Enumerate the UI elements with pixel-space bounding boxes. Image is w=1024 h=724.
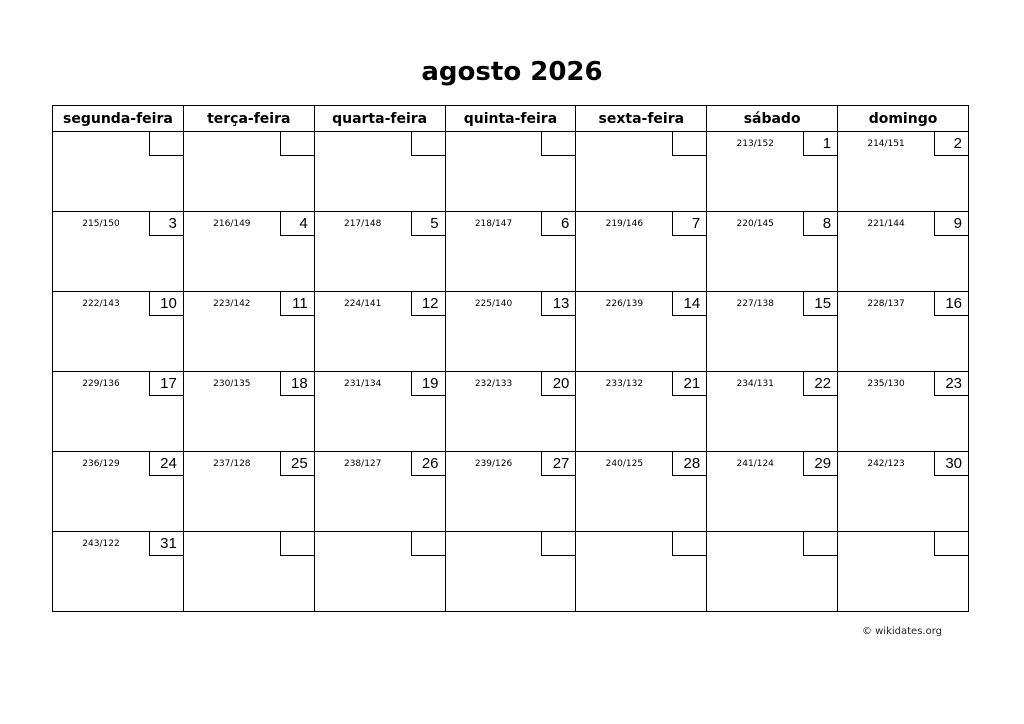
day-of-year-label: 235/130 bbox=[867, 379, 905, 389]
day-number bbox=[934, 532, 968, 556]
day-number: 8 bbox=[803, 212, 837, 236]
day-cell-content bbox=[184, 452, 314, 531]
day-number bbox=[541, 132, 575, 156]
day-cell bbox=[314, 132, 445, 212]
day-cell bbox=[183, 372, 314, 452]
day-of-year-label: 215/150 bbox=[82, 219, 120, 229]
day-cell-content bbox=[576, 132, 706, 211]
day-number: 4 bbox=[280, 212, 314, 236]
day-cell bbox=[838, 452, 969, 532]
day-cell-content bbox=[315, 372, 445, 451]
day-number: 30 bbox=[934, 452, 968, 476]
day-cell bbox=[576, 372, 707, 452]
day-cell-content bbox=[53, 452, 183, 531]
day-of-year-label: 231/134 bbox=[343, 379, 382, 389]
day-cell-content bbox=[53, 212, 183, 291]
day-number: 1 bbox=[803, 132, 837, 156]
week-row bbox=[53, 132, 969, 212]
day-cell bbox=[53, 532, 184, 612]
day-of-year-label: 222/143 bbox=[82, 299, 120, 309]
day-number: 29 bbox=[803, 452, 837, 476]
day-cell bbox=[707, 132, 838, 212]
day-cell-content bbox=[184, 292, 314, 371]
day-cell bbox=[445, 212, 576, 292]
day-of-year-label: 224/141 bbox=[343, 299, 382, 309]
day-cell-content bbox=[184, 372, 314, 451]
day-of-year-label: 242/123 bbox=[867, 459, 905, 469]
day-of-year-label: 234/131 bbox=[736, 379, 774, 389]
day-cell-content bbox=[838, 292, 968, 371]
day-of-year-label: 214/151 bbox=[867, 139, 905, 149]
day-cell bbox=[314, 372, 445, 452]
calendar-body bbox=[53, 132, 969, 612]
day-cell-content bbox=[838, 372, 968, 451]
day-cell-content bbox=[53, 132, 183, 211]
day-cell-content bbox=[184, 532, 314, 611]
day-cell bbox=[445, 532, 576, 612]
day-cell-content bbox=[838, 132, 968, 211]
day-number: 28 bbox=[672, 452, 706, 476]
day-of-year-label: 218/147 bbox=[474, 219, 513, 229]
day-cell bbox=[576, 292, 707, 372]
day-cell-content bbox=[315, 132, 445, 211]
day-cell bbox=[838, 212, 969, 292]
day-number bbox=[672, 532, 706, 556]
weekday-header: terça-feira bbox=[183, 106, 314, 132]
day-cell-content bbox=[838, 532, 968, 611]
week-row bbox=[53, 452, 969, 532]
day-number: 6 bbox=[541, 212, 575, 236]
day-of-year-label: 230/135 bbox=[213, 379, 251, 389]
day-number: 7 bbox=[672, 212, 706, 236]
weekday-header: segunda-feira bbox=[53, 106, 184, 132]
day-of-year-label: 217/148 bbox=[343, 219, 382, 229]
day-cell-content bbox=[53, 372, 183, 451]
calendar-grid bbox=[52, 105, 969, 612]
day-cell-content bbox=[315, 212, 445, 291]
day-number bbox=[411, 132, 445, 156]
day-of-year-label: 229/136 bbox=[82, 379, 120, 389]
day-cell-content bbox=[446, 212, 576, 291]
day-cell bbox=[707, 532, 838, 612]
day-cell bbox=[183, 532, 314, 612]
day-cell-content bbox=[184, 212, 314, 291]
day-cell-content bbox=[707, 292, 837, 371]
day-cell-content bbox=[707, 132, 837, 211]
weekday-header: quinta-feira bbox=[445, 106, 576, 132]
day-cell bbox=[314, 532, 445, 612]
day-number: 22 bbox=[803, 372, 837, 396]
day-cell-content bbox=[838, 212, 968, 291]
day-cell-content bbox=[184, 132, 314, 211]
day-of-year-label: 226/139 bbox=[605, 299, 644, 309]
day-of-year-label: 220/145 bbox=[736, 219, 774, 229]
day-number: 14 bbox=[672, 292, 706, 316]
day-of-year-label: 219/146 bbox=[605, 219, 644, 229]
day-number: 19 bbox=[411, 372, 445, 396]
week-row bbox=[53, 532, 969, 612]
day-number: 25 bbox=[280, 452, 314, 476]
day-cell bbox=[53, 292, 184, 372]
day-cell bbox=[53, 452, 184, 532]
day-of-year-label: 239/126 bbox=[474, 459, 513, 469]
copyright-footer: © wikidates.org bbox=[861, 626, 942, 637]
weekday-header: sábado bbox=[707, 106, 838, 132]
week-row bbox=[53, 212, 969, 292]
day-cell bbox=[53, 132, 184, 212]
day-of-year-label: 233/132 bbox=[605, 379, 644, 389]
week-row bbox=[53, 372, 969, 452]
day-of-year-label: 223/142 bbox=[213, 299, 251, 309]
day-number: 18 bbox=[280, 372, 314, 396]
day-cell-content bbox=[446, 292, 576, 371]
day-number: 31 bbox=[149, 532, 183, 556]
day-cell-content bbox=[446, 532, 576, 611]
day-cell-content bbox=[707, 212, 837, 291]
day-number: 15 bbox=[803, 292, 837, 316]
weekday-header: quarta-feira bbox=[314, 106, 445, 132]
day-cell bbox=[314, 292, 445, 372]
day-cell bbox=[838, 292, 969, 372]
day-cell-content bbox=[707, 372, 837, 451]
day-cell bbox=[576, 452, 707, 532]
day-cell bbox=[183, 452, 314, 532]
day-cell bbox=[314, 212, 445, 292]
weekday-header: domingo bbox=[838, 106, 969, 132]
day-number bbox=[280, 132, 314, 156]
day-cell-content bbox=[838, 452, 968, 531]
day-cell bbox=[707, 212, 838, 292]
day-cell bbox=[53, 212, 184, 292]
day-cell-content bbox=[576, 372, 706, 451]
day-cell-content bbox=[446, 372, 576, 451]
day-cell-content bbox=[446, 452, 576, 531]
day-cell bbox=[53, 372, 184, 452]
day-number: 3 bbox=[149, 212, 183, 236]
day-number bbox=[541, 532, 575, 556]
day-cell-content bbox=[707, 532, 837, 611]
day-of-year-label: 236/129 bbox=[82, 459, 120, 469]
day-cell bbox=[576, 212, 707, 292]
day-cell-content bbox=[315, 452, 445, 531]
day-number: 16 bbox=[934, 292, 968, 316]
day-cell bbox=[838, 372, 969, 452]
day-cell bbox=[445, 372, 576, 452]
day-of-year-label: 240/125 bbox=[605, 459, 644, 469]
day-number: 24 bbox=[149, 452, 183, 476]
day-of-year-label: 221/144 bbox=[867, 219, 905, 229]
day-number bbox=[411, 532, 445, 556]
day-number bbox=[672, 132, 706, 156]
day-cell-content bbox=[53, 532, 183, 611]
day-cell-content bbox=[315, 292, 445, 371]
day-number: 9 bbox=[934, 212, 968, 236]
day-cell bbox=[838, 132, 969, 212]
day-cell bbox=[576, 532, 707, 612]
day-number bbox=[149, 132, 183, 156]
day-of-year-label: 227/138 bbox=[736, 299, 774, 309]
day-of-year-label: 238/127 bbox=[343, 459, 382, 469]
day-of-year-label: 237/128 bbox=[213, 459, 251, 469]
day-cell bbox=[707, 292, 838, 372]
day-number: 20 bbox=[541, 372, 575, 396]
week-row bbox=[53, 292, 969, 372]
day-of-year-label: 216/149 bbox=[213, 219, 251, 229]
day-number: 12 bbox=[411, 292, 445, 316]
page-title: agosto 2026 bbox=[421, 57, 603, 87]
day-of-year-label: 213/152 bbox=[736, 139, 774, 149]
day-cell bbox=[445, 132, 576, 212]
day-cell-content bbox=[576, 452, 706, 531]
day-number: 26 bbox=[411, 452, 445, 476]
day-cell bbox=[707, 372, 838, 452]
day-cell-content bbox=[315, 532, 445, 611]
day-number: 27 bbox=[541, 452, 575, 476]
day-of-year-label: 232/133 bbox=[474, 379, 513, 389]
day-number: 17 bbox=[149, 372, 183, 396]
weekday-header: sexta-feira bbox=[576, 106, 707, 132]
day-of-year-label: 241/124 bbox=[736, 459, 774, 469]
day-cell-content bbox=[446, 132, 576, 211]
day-cell-content bbox=[576, 212, 706, 291]
day-number: 11 bbox=[280, 292, 314, 316]
day-cell bbox=[183, 132, 314, 212]
day-number: 21 bbox=[672, 372, 706, 396]
day-cell-content bbox=[707, 452, 837, 531]
day-of-year-label: 225/140 bbox=[474, 299, 513, 309]
day-cell bbox=[576, 132, 707, 212]
day-number bbox=[280, 532, 314, 556]
day-cell bbox=[838, 532, 969, 612]
day-number: 13 bbox=[541, 292, 575, 316]
day-number: 10 bbox=[149, 292, 183, 316]
day-cell bbox=[314, 452, 445, 532]
day-number: 23 bbox=[934, 372, 968, 396]
day-cell-content bbox=[53, 292, 183, 371]
day-cell-content bbox=[576, 292, 706, 371]
day-of-year-label: 228/137 bbox=[867, 299, 905, 309]
day-number: 2 bbox=[934, 132, 968, 156]
day-cell-content bbox=[576, 532, 706, 611]
day-cell bbox=[445, 452, 576, 532]
day-number: 5 bbox=[411, 212, 445, 236]
day-cell bbox=[183, 212, 314, 292]
day-cell bbox=[707, 452, 838, 532]
weekday-header-row bbox=[53, 106, 969, 132]
day-cell bbox=[183, 292, 314, 372]
day-cell bbox=[445, 292, 576, 372]
day-of-year-label: 243/122 bbox=[82, 539, 120, 549]
day-number bbox=[803, 532, 837, 556]
